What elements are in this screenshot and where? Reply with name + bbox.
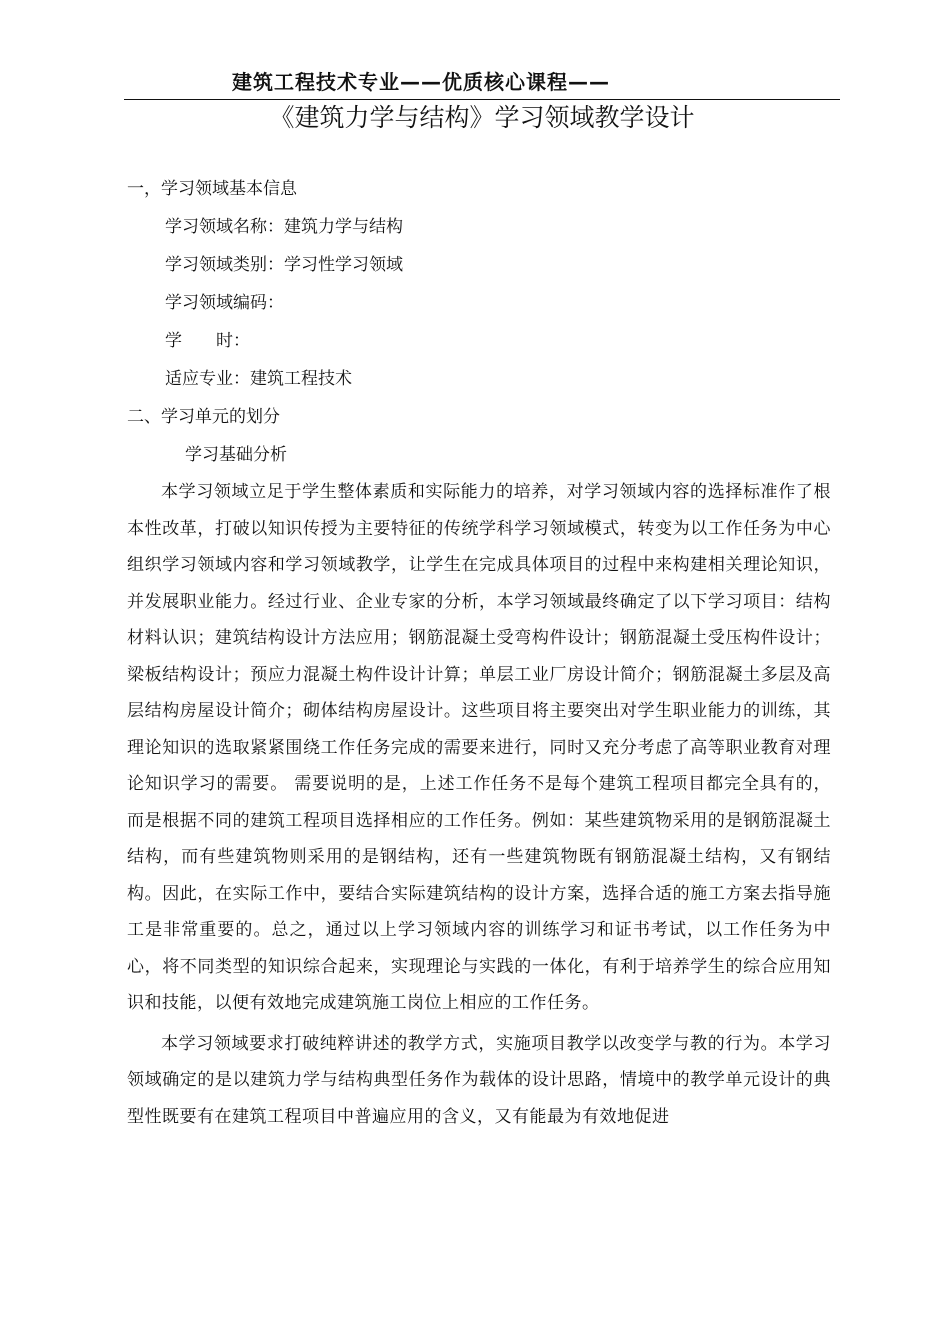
section-2-heading: 二、学习单元的划分 (127, 407, 280, 427)
subsection-heading: 学习基础分析 (185, 445, 287, 465)
document-title: 《建筑力学与结构》学习领域教学设计 (269, 103, 695, 132)
info-applicable-major: 适应专业：建筑工程技术 (165, 369, 352, 389)
section-1-heading: 一，学习领域基本信息 (127, 179, 297, 199)
info-course-category: 学习领域类别：学习性学习领域 (165, 255, 403, 275)
body-paragraph-1: 本学习领域立足于学生整体素质和实际能力的培养，对学习领域内容的选择标准作了根本性改革，打破以知识传授为主要特征的传统学科学习领域模式，转变为以工作任务为中心组织学习领域内容和学习领域教学，让学生在完成具体项目的过程中来构建相关理论知识，并发展职业能力。经过行业、企业专家的分析，本学习领域最终确定了以下学习项目：结构材料认识；建筑结构设计方法应用；钢筋混凝土受弯构件设计；钢筋混凝土受压构件设计；梁板结构设计；预应力混凝土构件设计计算；单层工业厂房设计简介；钢筋混凝土多层及高层结构房屋设计简介；砌体结构房屋设计。这些项目将主要突出对学生职业能力的训练，其理论知识的选取紧紧围绕工作任务完成的需要来进行，同时又充分考虑了高等职业教育对理论知识学习的需要。 需要说明的是，上述工作任务不是每个建筑工程项目都完全具有的，而是根据不同的建筑工程项目选择相应的工作任务。例如：某些建筑物采用的是钢筋混凝土结构，而有些建筑物则采用的是钢结构，还有一些建筑物既有钢筋混凝土结构，又有钢结构。因此，在实际工作中，要结合实际建筑结构的设计方案，选择合适的施工方案去指导施工是非常重要的。总之，通过以上学习领域内容的训练学习和证书考试，以工作任务为中心，将不同类型的知识综合起来，实现理论与实践的一体化，有利于培养学生的综合应用知识和技能，以便有效地完成建筑施工岗位上相应的工作任务。 (127, 482, 831, 1013)
body-paragraph-2: 本学习领域要求打破纯粹讲述的教学方式，实施项目教学以改变学与教的行为。本学习领域确定的是以建筑力学与结构典型任务作为载体的设计思路，情境中的教学单元设计的典型性既要有在建筑工程项目中普遍应用的含义，又有能最为有效地促进 (127, 1033, 831, 1127)
info-course-code: 学习领域编码： (165, 293, 284, 313)
info-course-name: 学习领域名称：建筑力学与结构 (165, 217, 403, 237)
info-class-hours: 学 时： (165, 331, 250, 351)
document-body (127, 170, 831, 1135)
page-header: 建筑工程技术专业——优质核心课程—— (232, 70, 610, 94)
